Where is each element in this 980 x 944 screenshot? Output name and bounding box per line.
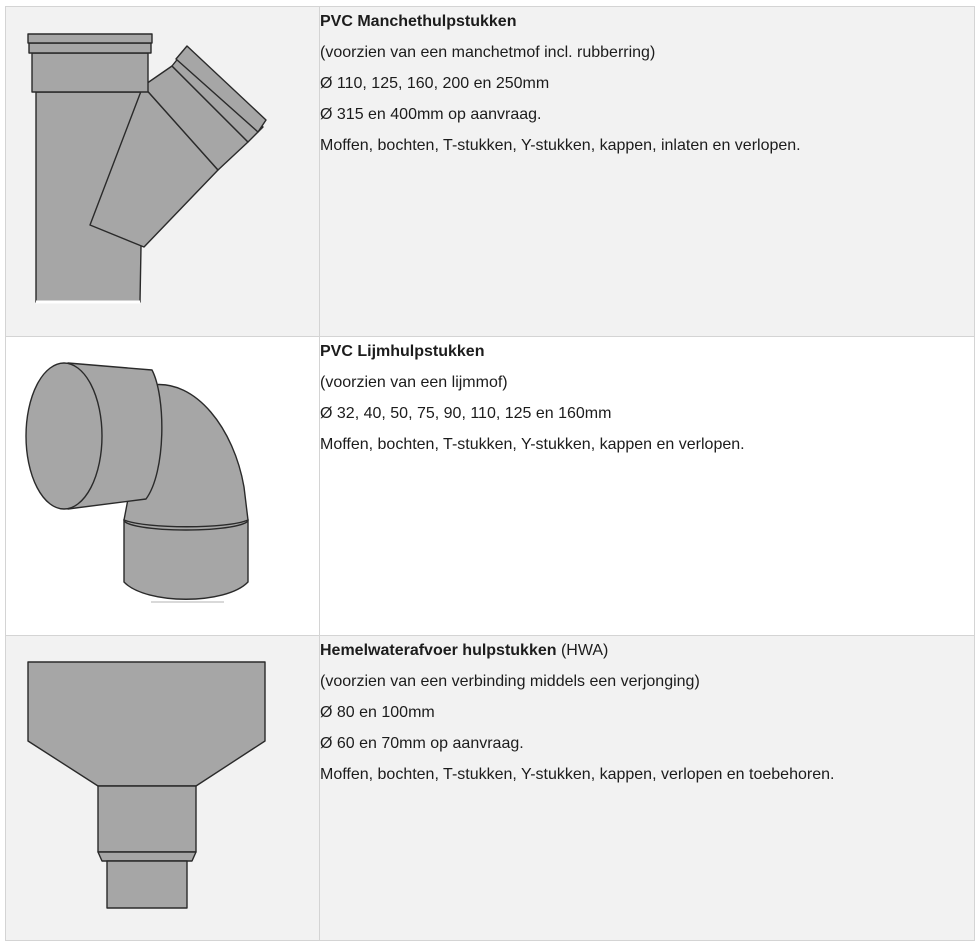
product-title: PVC Manchethulpstukken <box>320 13 517 30</box>
product-image-cell <box>6 636 320 941</box>
product-types-line: Moffen, bochten, T-stukken, Y-stukken, kappen, inlaten en verlopen. <box>320 137 801 154</box>
table-row <box>6 7 975 337</box>
product-table <box>5 6 975 941</box>
product-title: Hemelwaterafvoer hulpstukken (HWA) <box>320 642 609 659</box>
product-text-cell <box>320 337 975 636</box>
product-text-cell <box>320 636 975 941</box>
y-branch-fitting-icon <box>6 7 319 336</box>
product-title: PVC Lijmhulpstukken <box>320 343 485 360</box>
product-diameter-line: Ø 80 en 100mm <box>320 704 435 721</box>
product-text-cell <box>320 7 975 337</box>
product-diameter-request-line: Ø 315 en 400mm op aanvraag. <box>320 106 542 123</box>
product-title-suffix: (HWA) <box>556 642 609 659</box>
table-row <box>6 636 975 941</box>
product-image-cell <box>6 337 320 636</box>
product-types-line: Moffen, bochten, T-stukken, Y-stukken, kappen en verlopen. <box>320 436 745 453</box>
product-diameter-line: Ø 110, 125, 160, 200 en 250mm <box>320 75 550 92</box>
product-types-line: Moffen, bochten, T-stukken, Y-stukken, kappen, verlopen en toebehoren. <box>320 766 835 783</box>
product-image-cell <box>6 7 320 337</box>
product-description-line: (voorzien van een manchetmof incl. rubberring) <box>320 44 656 61</box>
funnel-reducer-icon <box>6 636 319 940</box>
product-description-line: (voorzien van een verbinding middels een verjonging) <box>320 673 700 690</box>
table-row <box>6 337 975 636</box>
product-description-line: (voorzien van een lijmmof) <box>320 374 508 391</box>
elbow-fitting-icon <box>6 337 319 635</box>
product-diameter-line: Ø 32, 40, 50, 75, 90, 110, 125 en 160mm <box>320 405 612 422</box>
product-diameter-request-line: Ø 60 en 70mm op aanvraag. <box>320 735 524 752</box>
